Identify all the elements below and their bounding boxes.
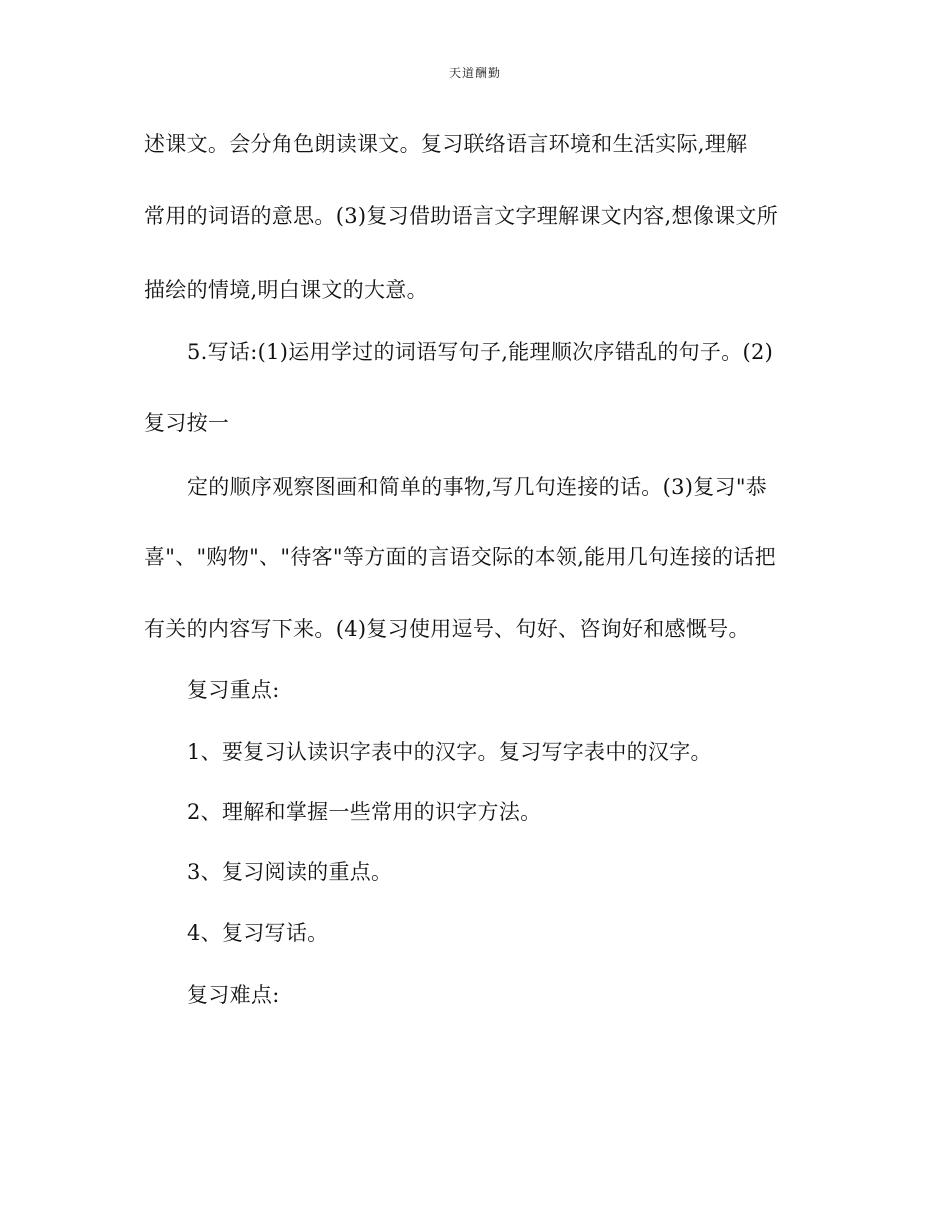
body-line-2: 常用的词语的意思。(3)复习借助语言文字理解课文内容,想像课文所 bbox=[144, 204, 779, 228]
body-line-1: 述课文。会分角色朗读课文。复习联络语言环境和生活实际,理解 bbox=[144, 132, 748, 156]
page-header: 天道酬勤 bbox=[448, 66, 501, 80]
body-line-5: 复习按一 bbox=[144, 411, 230, 435]
body-line-7: 喜"、"购物"、"待客"等方面的言语交际的本领,能用几句连接的话把 bbox=[144, 545, 776, 569]
section-heading-difficulties: 复习难点: bbox=[187, 983, 280, 1007]
key-point-1: 1、要复习认读识字表中的汉字。复习写字表中的汉字。 bbox=[187, 740, 712, 764]
body-line-4: 5.写话:(1)运用学过的词语写句子,能理顺次序错乱的句子。(2) bbox=[187, 340, 774, 364]
key-point-3: 3、复习阅读的重点。 bbox=[187, 860, 393, 884]
body-line-8: 有关的内容写下来。(4)复习使用逗号、句好、咨询好和感慨号。 bbox=[144, 617, 750, 641]
body-line-3: 描绘的情境,明白课文的大意。 bbox=[144, 278, 428, 302]
key-point-4: 4、复习写话。 bbox=[187, 921, 329, 945]
section-heading-key-points: 复习重点: bbox=[187, 678, 280, 702]
body-line-6: 定的顺序观察图画和简单的事物,写几句连接的话。(3)复习"恭 bbox=[187, 475, 768, 499]
key-point-2: 2、理解和掌握一些常用的识字方法。 bbox=[187, 800, 542, 824]
